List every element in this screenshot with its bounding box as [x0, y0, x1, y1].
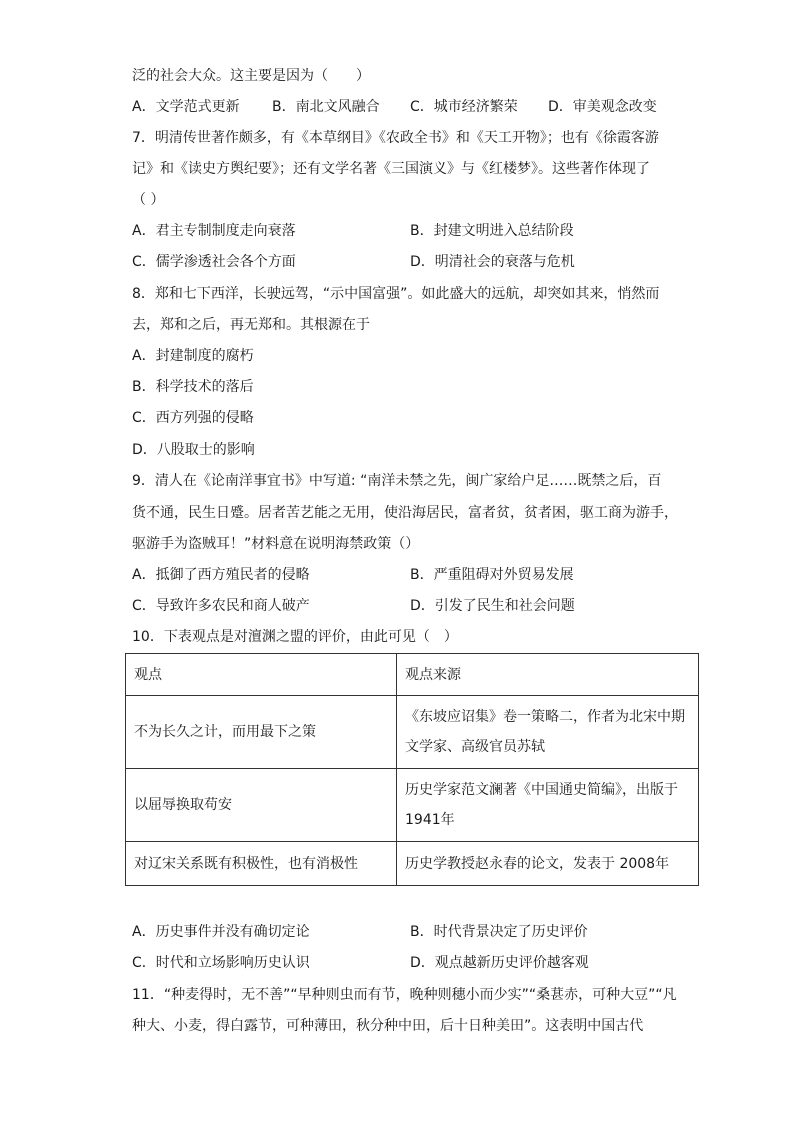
q11-stem-line2: 种大、小麦，得白露节，可种薄田，秋分种中田，后十日种美田”。这表明中国古代: [132, 1018, 644, 1034]
q6-option-d: D．审美观念改变: [548, 99, 657, 115]
table-row: [126, 842, 699, 886]
q9-option-a: A．抵御了西方殖民者的侵略: [132, 567, 310, 583]
q8-option-c: C．西方列强的侵略: [132, 410, 254, 426]
q11-stem-line1: 11．“种麦得时，无不善”“早种则虫而有节，晚种则穗小而少实”“桑葚赤，可种大豆”“凡: [132, 987, 677, 1003]
q7-option-b: B．封建文明进入总结阶段: [410, 223, 574, 239]
q6-option-b: B．南北文风融合: [272, 99, 380, 115]
q9-option-d: D．引发了民生和社会问题: [410, 598, 575, 614]
q10-option-b: B．时代背景决定了历史评价: [410, 924, 588, 940]
q8-stem-line1: 8．郑和七下西洋，长驶远驾，“示中国富强”。如此盛大的远航，却突如其来，悄然而: [132, 286, 660, 302]
q8-option-a: A．封建制度的腐朽: [132, 348, 254, 364]
table-header-row: [126, 654, 699, 696]
q8-option-b: B．科学技术的落后: [132, 379, 254, 395]
q6-option-a: A．文学范式更新: [132, 99, 240, 115]
q7-option-c: C．儒学渗透社会各个方面: [132, 254, 296, 270]
table-cell-viewpoint: 对辽宋关系既有积极性，也有消极性: [126, 842, 397, 886]
q7-option-a: A．君主专制制度走向衰落: [132, 223, 296, 239]
q8-option-d: D．八股取士的影响: [132, 442, 255, 458]
q10-stem: 10．下表观点是对澶渊之盟的评价，由此可见（ ）: [132, 629, 458, 645]
q9-stem-line1: 9．清人在《论南洋事宜书》中写道: “南洋未禁之先，闽广家给户足……既禁之后，百: [132, 473, 662, 489]
table-cell-source: 历史学教授赵永春的论文，发表于 2008年: [397, 842, 699, 886]
q8-stem-line2: 去，郑和之后，再无郑和。其根源在于: [132, 317, 370, 333]
table-row: [126, 696, 699, 769]
table-cell-source: 《东坡应诏集》卷一策略二，作者为北宋中期文学家、高级官员苏轼: [397, 696, 699, 769]
q10-option-d: D．观点越新历史评价越客观: [410, 955, 589, 971]
table-header-source: 观点来源: [397, 654, 699, 696]
q7-stem-line1: 7．明清传世著作颇多，有《本草纲目》《农政全书》和《天工开物》；也有《徐霞客游: [132, 130, 659, 146]
q6-stem-tail: 泛的社会大众。这主要是因为（ ）: [132, 68, 370, 84]
q7-option-d: D．明清社会的衰落与危机: [410, 254, 575, 270]
table-header-viewpoint: 观点: [126, 654, 397, 696]
q9-stem-line2: 货不通，民生日蹙。居者苦艺能之无用，使沿海居民，富者贫，贫者困，驱工商为游手，: [132, 505, 678, 521]
q9-stem-line3: 驱游手为盗贼耳！”材料意在说明海禁政策（）: [132, 536, 420, 552]
evaluation-table: [125, 653, 699, 886]
q7-stem-line2: 记》和《读史方舆纪要》；还有文学名著《三国演义》与《红楼梦》。这些著作体现了: [132, 161, 650, 177]
q9-option-b: B．严重阻碍对外贸易发展: [410, 567, 574, 583]
table-cell-viewpoint: 以屈辱换取苟安: [126, 769, 397, 842]
table-cell-source: 历史学家范文澜著《中国通史简编》，出版于1941年: [397, 769, 699, 842]
q10-option-c: C．时代和立场影响历史认识: [132, 955, 310, 971]
q10-option-a: A．历史事件并没有确切定论: [132, 924, 310, 940]
table-cell-viewpoint: 不为长久之计，而用最下之策: [126, 696, 397, 769]
q7-stem-line3: （ ）: [132, 192, 165, 208]
q9-option-c: C．导致许多农民和商人破产: [132, 598, 310, 614]
table-row: [126, 769, 699, 842]
q6-option-c: C．城市经济繁荣: [410, 99, 518, 115]
